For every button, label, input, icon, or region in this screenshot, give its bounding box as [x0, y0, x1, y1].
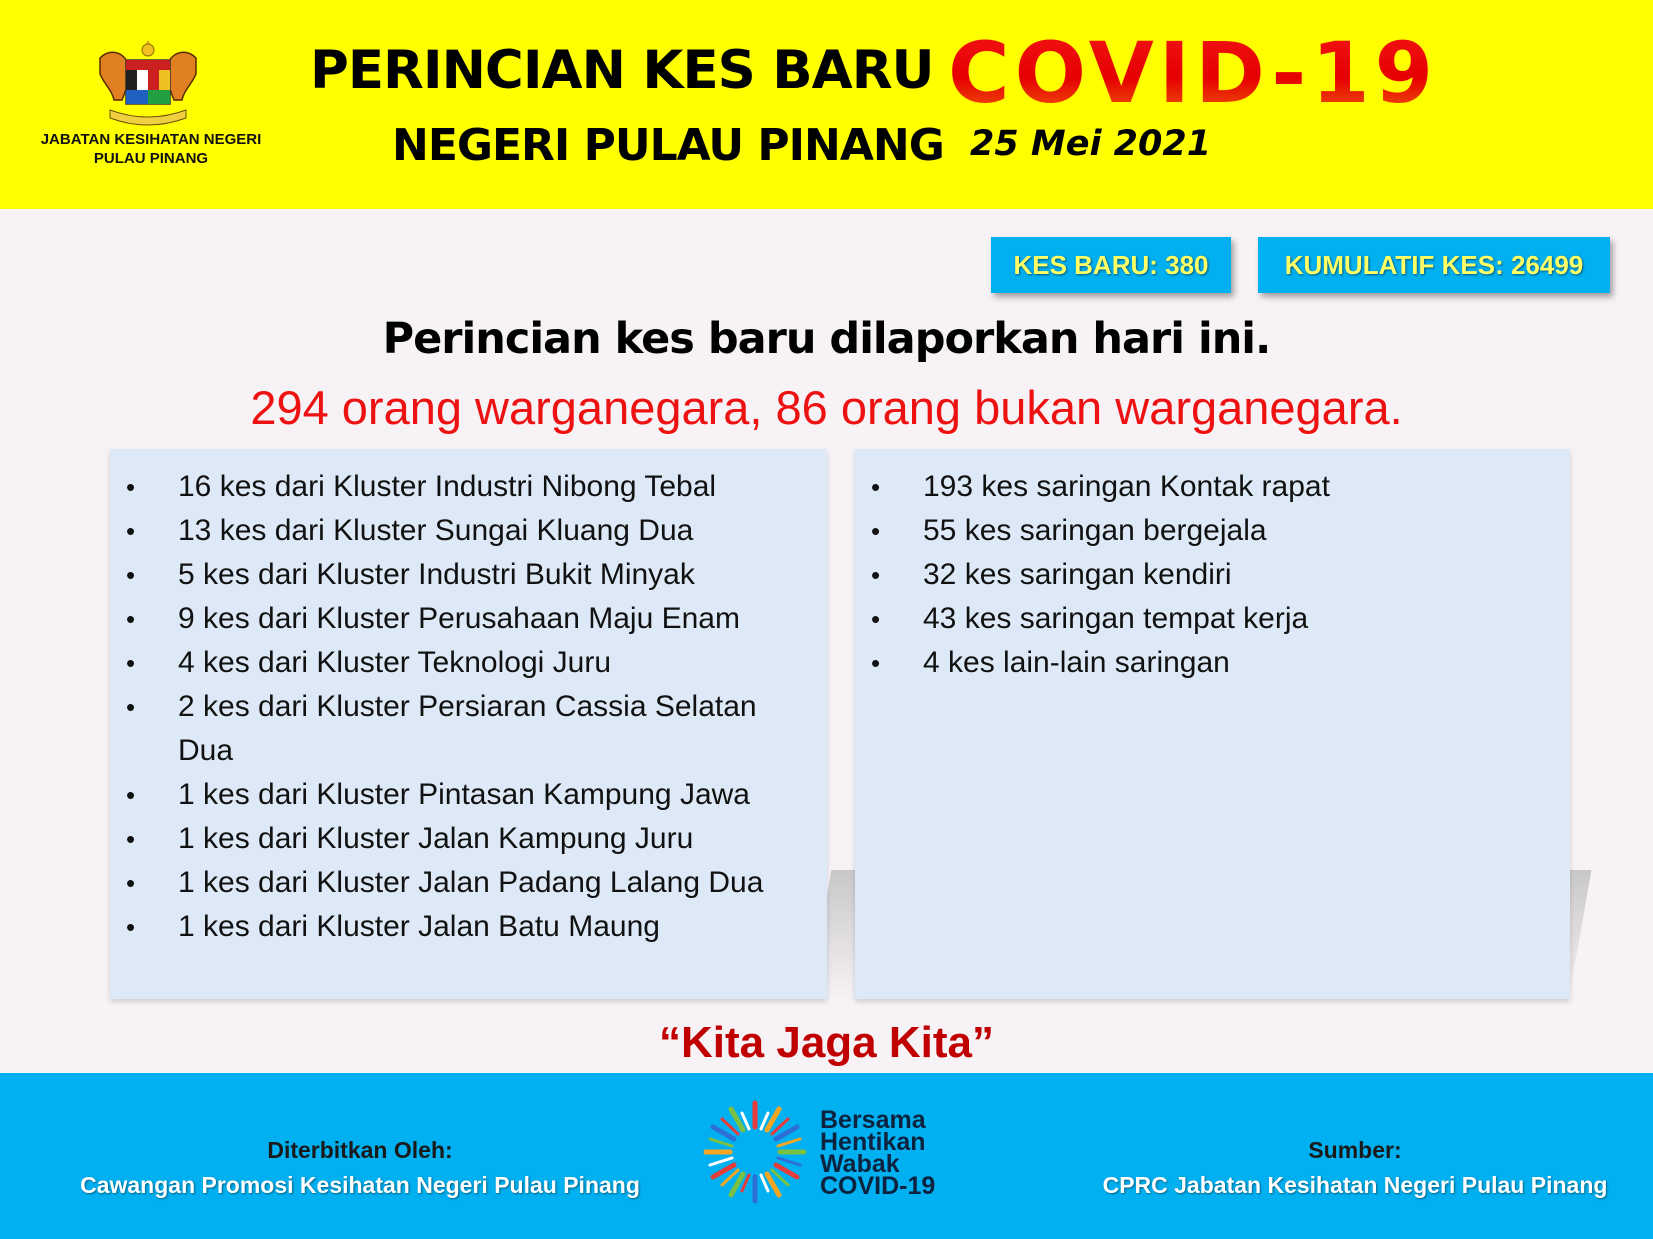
cumulative-cases-badge: KUMULATIF KES: 26499	[1258, 237, 1610, 293]
list-item: • 193 kes saringan Kontak rapat	[855, 465, 1570, 509]
list-item: • 4 kes dari Kluster Teknologi Juru	[110, 641, 827, 685]
covid-title: COVID-19	[948, 24, 1439, 122]
list-item: • 2 kes dari Kluster Persiaran Cassia Selatan Dua	[110, 685, 827, 773]
coat-of-arms-icon	[86, 36, 210, 128]
source-block	[1085, 1133, 1625, 1203]
state-title: NEGERI PULAU PINANG	[392, 120, 944, 171]
list-item: • 5 kes dari Kluster Industri Bukit Minyak	[110, 553, 827, 597]
campaign-line: Bersama	[820, 1106, 926, 1134]
publisher-label: Diterbitkan Oleh:	[267, 1137, 453, 1163]
source-name: CPRC Jabatan Kesihatan Negeri Pulau Pinang	[1102, 1172, 1608, 1198]
publisher-block	[40, 1133, 680, 1203]
page-title: PERINCIAN KES BARU	[310, 40, 934, 101]
list-item: • 13 kes dari Kluster Sungai Kluang Dua	[110, 509, 827, 553]
list-item: • 32 kes saringan kendiri	[855, 553, 1570, 597]
new-cases-badge: KES BARU: 380	[991, 237, 1231, 293]
campaign-line: Wabak	[820, 1150, 900, 1178]
list-item: • 1 kes dari Kluster Jalan Batu Maung	[110, 905, 827, 949]
motto-slogan: “Kita Jaga Kita”	[659, 1018, 994, 1067]
summary-heading: Perincian kes baru dilaporkan hari ini.	[382, 314, 1271, 364]
campaign-line: Hentikan	[820, 1128, 926, 1156]
list-item: • 9 kes dari Kluster Perusahaan Maju Enam	[110, 597, 827, 641]
screening-list	[855, 449, 1570, 685]
campaign-text	[820, 1106, 936, 1200]
list-item: • 16 kes dari Kluster Industri Nibong Tebal	[110, 465, 827, 509]
list-item: • 1 kes dari Kluster Jalan Kampung Juru	[110, 817, 827, 861]
list-item: • 43 kes saringan tempat kerja	[855, 597, 1570, 641]
source-label: Sumber:	[1308, 1137, 1402, 1163]
campaign-line: COVID-19	[820, 1172, 936, 1200]
footer-banner	[0, 1073, 1653, 1239]
screening-panel	[855, 449, 1570, 999]
list-item: • 1 kes dari Kluster Pintasan Kampung Jawa	[110, 773, 827, 817]
header-banner	[0, 0, 1653, 209]
campaign-sunburst-icon	[700, 1097, 810, 1207]
cluster-panel	[110, 449, 827, 999]
report-date: 25 Mei 2021	[970, 124, 1212, 164]
department-name: JABATAN KESIHATAN NEGERI PULAU PINANG	[40, 131, 262, 167]
citizenship-summary: 294 orang warganegara, 86 orang bukan warganegara.	[250, 381, 1403, 434]
cluster-list	[110, 449, 827, 949]
list-item: • 55 kes saringan bergejala	[855, 509, 1570, 553]
publisher-name: Cawangan Promosi Kesihatan Negeri Pulau Pinang	[80, 1172, 640, 1198]
list-item: • 1 kes dari Kluster Jalan Padang Lalang Dua	[110, 861, 827, 905]
list-item: • 4 kes lain-lain saringan	[855, 641, 1570, 685]
